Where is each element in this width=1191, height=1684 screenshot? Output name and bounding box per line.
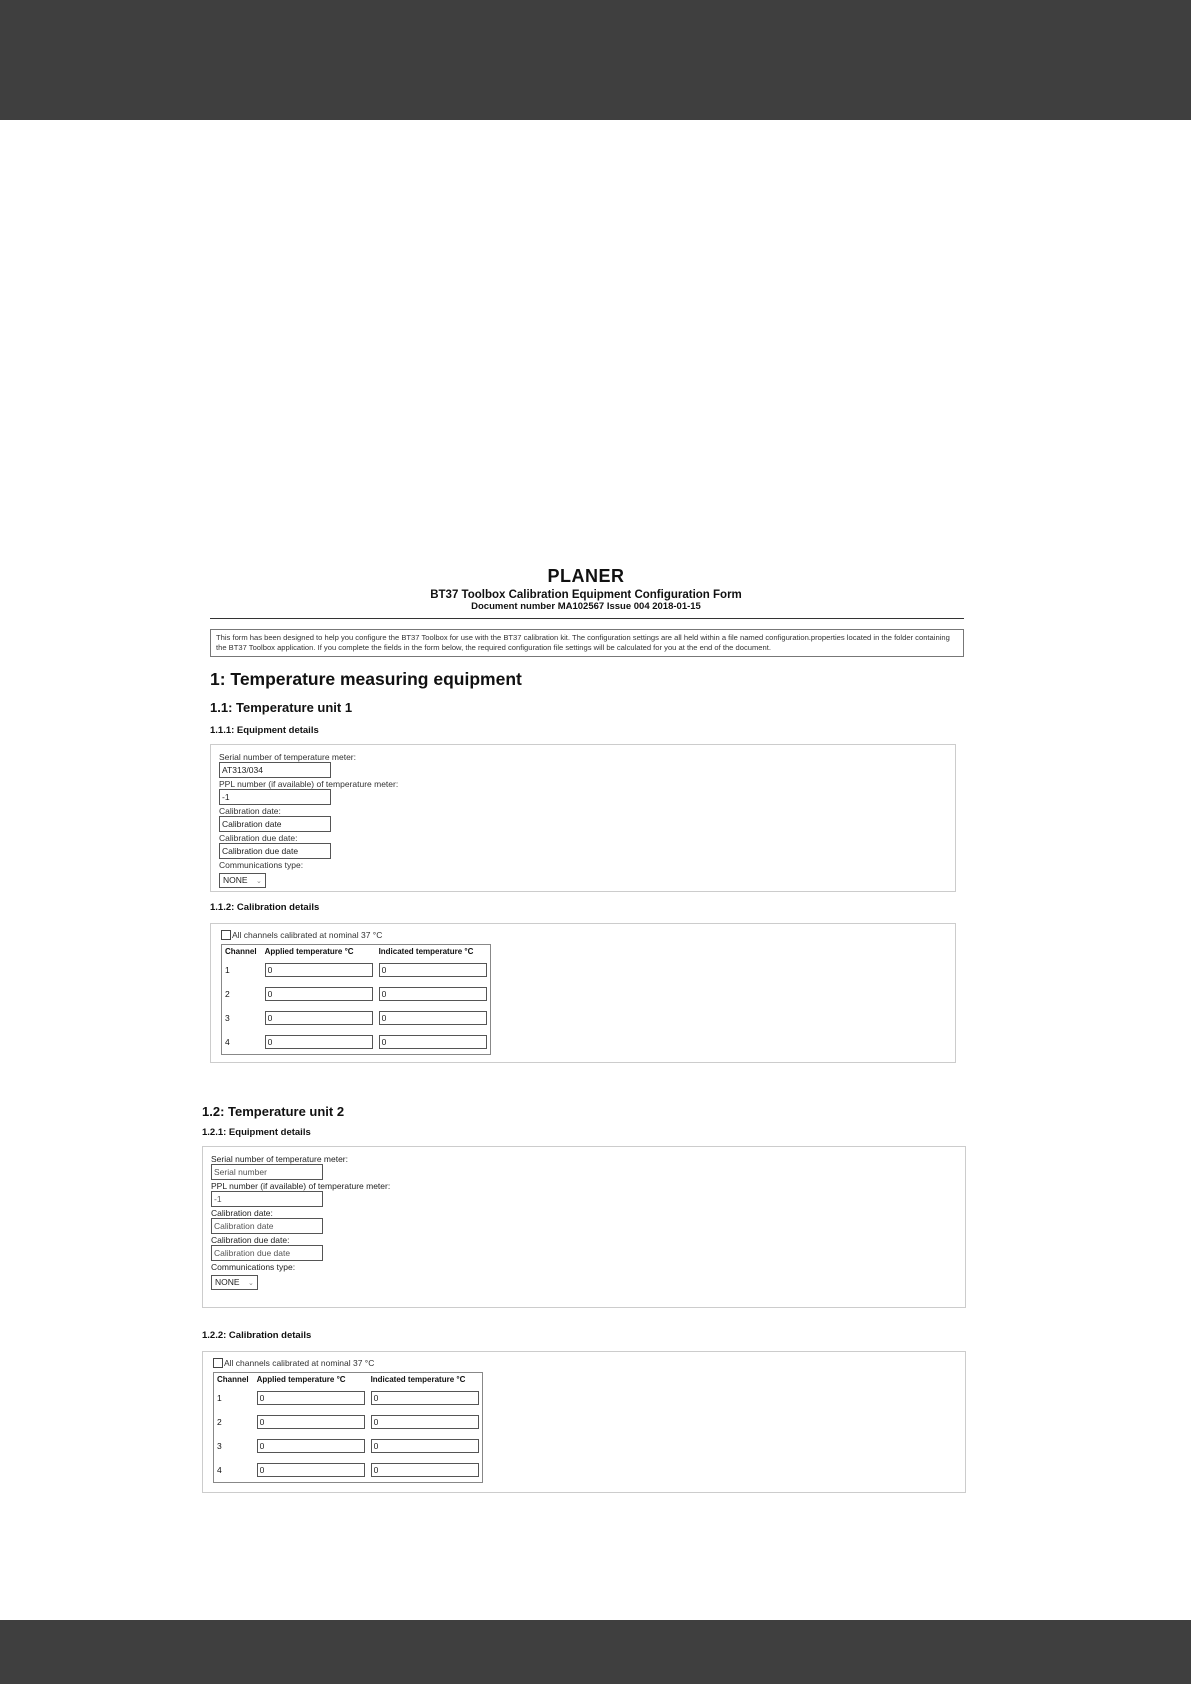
form-page [206,560,966,1063]
channel-cell: 1 [217,1393,222,1403]
ppl-label: PPL number (if available) of temperature meter: [219,779,399,789]
brand-title: PLANER [547,566,625,586]
applied-temperature-input[interactable]: 0 [265,963,373,977]
unit2-title: 1.2: Temperature unit 2 [202,1104,345,1119]
table-row [222,1030,491,1055]
table-row [214,1434,483,1458]
indicated-temperature-input[interactable]: 0 [379,1035,487,1049]
unit2-calibration-heading: 1.2.2: Calibration details [202,1330,312,1341]
table-row [214,1410,483,1434]
serial-input[interactable]: AT313/034 [219,762,331,778]
calibration-date-label: Calibration date: [211,1208,273,1218]
column-header: Applied temperature °C [256,1375,346,1384]
nominal-checkbox-label: All channels calibrated at nominal 37 °C [232,930,383,940]
calibration-date-input[interactable]: Calibration date [211,1218,323,1234]
calibration-due-input[interactable]: Calibration due date [219,843,331,859]
applied-temperature-input[interactable]: 0 [265,1011,373,1025]
applied-temperature-input[interactable]: 0 [265,1035,373,1049]
table-row [214,1458,483,1483]
calibration-date-label: Calibration date: [219,806,281,816]
comms-label: Communications type: [219,860,304,870]
column-header: Indicated temperature °C [370,1375,466,1384]
indicated-temperature-input[interactable]: 0 [379,963,487,977]
indicated-temperature-input[interactable]: 0 [379,1011,487,1025]
unit2-block [202,1104,966,1493]
chevron-down-icon: ⌄ [255,878,262,885]
comms-select-value: NONE [215,1277,240,1287]
column-header: Indicated temperature °C [378,947,474,956]
indicated-temperature-input[interactable]: 0 [371,1463,479,1477]
unit2-calibration-panel [202,1351,966,1493]
channel-cell: 1 [225,965,230,975]
applied-temperature-input[interactable]: 0 [257,1463,365,1477]
indicated-temperature-input[interactable]: 0 [371,1415,479,1429]
nominal-checkbox-row[interactable] [213,1358,965,1368]
header-rule [210,618,964,619]
top-band [0,0,1191,120]
table-row [222,982,491,1006]
unit1-calibration-heading: 1.1.2: Calibration details [210,902,320,913]
document-number: Document number MA102567 Issue 004 2018-01-15 [471,601,701,612]
unit1-calibration-table [221,944,491,1055]
unit1-calibration-panel [210,923,956,1063]
applied-temperature-input[interactable]: 0 [257,1391,365,1405]
intro-text: This form has been designed to help you configure the BT37 Toolbox for use with the BT37 calibration kit. The configuration settings are all held within a file named configuration.properties located in the folder containing the BT37 Toolbox application. If you complete the fields in the form below, the required configuration file settings will be calculated for you at the end of the document. [210,629,964,657]
nominal-checkbox-row[interactable] [221,930,955,940]
serial-label: Serial number of temperature meter: [219,752,357,762]
comms-select-value: NONE [223,875,248,885]
chevron-down-icon: ⌄ [247,1280,254,1287]
bottom-band [0,1620,1191,1684]
section-title: 1: Temperature measuring equipment [210,669,522,689]
serial-input[interactable]: Serial number [211,1164,323,1180]
unit2-equipment-heading: 1.2.1: Equipment details [202,1127,311,1138]
comms-label: Communications type: [211,1262,296,1272]
column-header: Applied temperature °C [264,947,354,956]
indicated-temperature-input[interactable]: 0 [371,1391,479,1405]
applied-temperature-input[interactable]: 0 [265,987,373,1001]
applied-temperature-input[interactable]: 0 [257,1439,365,1453]
unit1-equipment-panel [210,744,956,892]
ppl-input[interactable]: -1 [211,1191,323,1207]
unit2-equipment-panel [202,1146,966,1308]
applied-temperature-input[interactable]: 0 [257,1415,365,1429]
channel-cell: 4 [225,1037,230,1047]
nominal-checkbox-label: All channels calibrated at nominal 37 °C [224,1358,375,1368]
channel-cell: 2 [217,1417,222,1427]
table-row [214,1386,483,1410]
calibration-due-label: Calibration due date: [219,833,298,843]
channel-cell: 2 [225,989,230,999]
channel-cell: 3 [217,1441,222,1451]
calibration-due-label: Calibration due date: [211,1235,290,1245]
channel-cell: 3 [225,1013,230,1023]
unit2-calibration-table [213,1372,483,1483]
document-title: BT37 Toolbox Calibration Equipment Configuration Form [430,589,742,601]
column-header: Channel [225,947,257,956]
calibration-due-input[interactable]: Calibration due date [211,1245,323,1261]
comms-select[interactable] [211,1275,258,1290]
unit1-title: 1.1: Temperature unit 1 [210,700,353,715]
checkbox-icon[interactable] [213,1358,223,1368]
indicated-temperature-input[interactable]: 0 [371,1439,479,1453]
channel-cell: 4 [217,1465,222,1475]
serial-label: Serial number of temperature meter: [211,1154,349,1164]
ppl-label: PPL number (if available) of temperature meter: [211,1181,391,1191]
column-header: Channel [217,1375,249,1384]
ppl-input[interactable]: -1 [219,789,331,805]
comms-select[interactable] [219,873,266,888]
calibration-date-input[interactable]: Calibration date [219,816,331,832]
table-row [222,1006,491,1030]
checkbox-icon[interactable] [221,930,231,940]
indicated-temperature-input[interactable]: 0 [379,987,487,1001]
table-row [222,958,491,982]
unit1-equipment-heading: 1.1.1: Equipment details [210,725,319,736]
